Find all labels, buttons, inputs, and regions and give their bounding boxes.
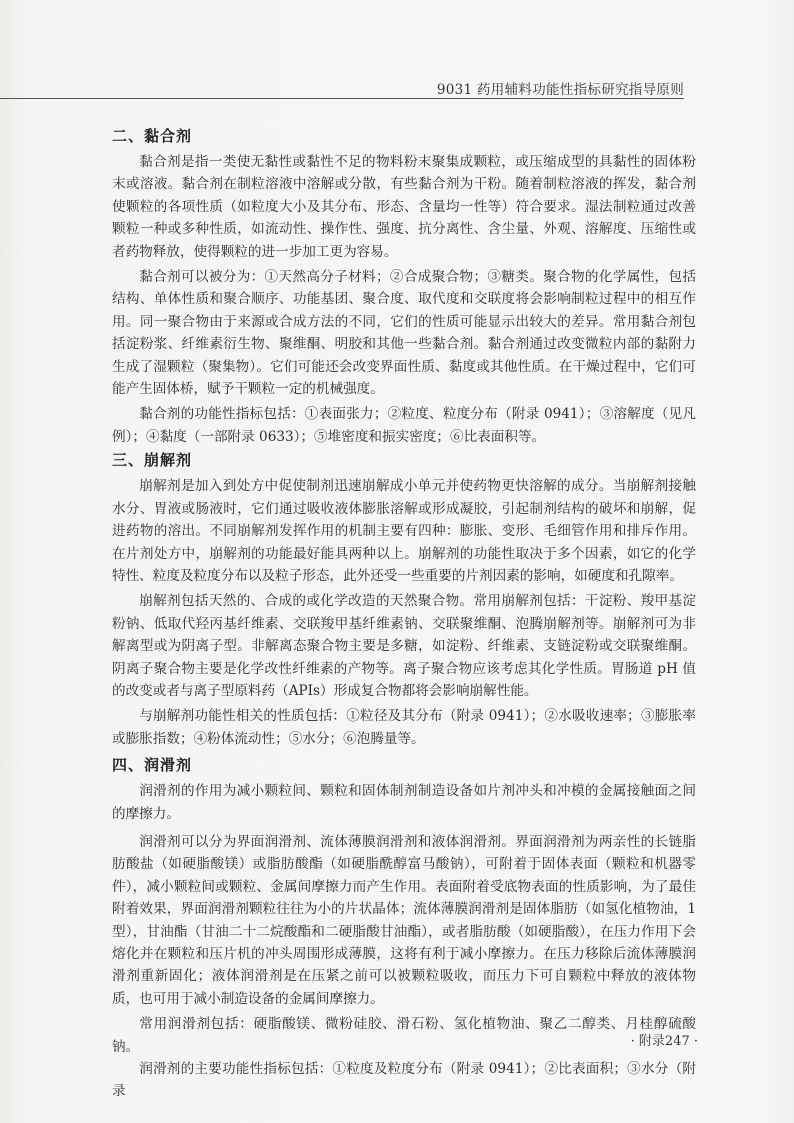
paragraph: 崩解剂包括天然的、合成的或化学改造的天然聚合物。常用崩解剂包括：干淀粉、羧甲基淀粉钠、低取代羟丙基纤维素、交联羧甲基纤维素钠、交联聚维酮、泡腾崩解剂等。崩解剂可为非解离型或为阴离子型。非解离态聚合物主要是多糖，如淀粉、纤维素、支链淀粉或交联聚维酮。阴离子聚合物主要是化学改性纤维素的产物等。离子聚合物应该考虑其化学性质。胃肠道 pH 值的改变或者与离子型原料药（APIs）形成复合物都将会影响崩解性能。	[112, 593, 696, 699]
paragraph: 润滑剂的作用为减小颗粒间、颗粒和固体制剂制造设备如片剂冲头和冲模的金属接触面之间的摩擦力。	[112, 783, 696, 822]
paragraph: 润滑剂可以分为界面润滑剂、流体薄膜润滑剂和液体润滑剂。界面润滑剂为两亲性的长链脂肪酸盐（如硬脂酸镁）或脂肪酸酯（如硬脂酰醇富马酸钠），可附着于固体表面（颗粒和机器零件），减小颗粒间或颗粒、金属间摩擦力而产生作用。表面附着受底物表面的性质影响，为了最佳附着效果，界面润滑剂颗粒往往为小的片状晶体；流体薄膜润滑剂是固体脂肪（如氢化植物油，1型），甘油酯（甘油二十二烷酸酯和二硬脂酸甘油酯），或者脂肪酸（如硬脂酸），在压力作用下会熔化并在颗粒和压片机的冲头周围形成薄膜，这将有利于减小摩擦力。在压力移除后流体薄膜润滑剂重新固化；液体润滑剂是在压紧之前可以被颗粒吸收，而压力下可自颗粒中释放的液体物质，也可用于减小制造设备的金属间摩擦力。	[112, 833, 696, 1007]
paragraph: 黏合剂可以被分为：①天然高分子材料；②合成聚合物；③糖类。聚合物的化学属性，包括结构、单体性质和聚合顺序、功能基团、聚合度、取代度和交联度将会影响制粒过程中的相互作用。同一聚合物由于来源或合成方法的不同，它们的性质可能显示出较大的差异。常用黏合剂包括淀粉浆、纤维素衍生物、聚维酮、明胶和其他一些黏合剂。黏合剂通过改变微粒内部的黏附力生成了湿颗粒（聚集物）。它们可能还会改变界面性质、黏度或其他性质。在干燥过程中，它们可能产生固体桥，赋予干颗粒一定的机械强度。	[112, 269, 696, 398]
paragraph: 崩解剂是加入到处方中促使制剂迅速崩解成小单元并使药物更快溶解的成分。当崩解剂接触水分、胃液或肠液时，它们通过吸收液体膨胀溶解或形成凝胶，引起制剂结构的破坏和崩解，促进药物的溶出。不同崩解剂发挥作用的机制主要有四种：膨胀、变形、毛细管作用和排斥作用。在片剂处方中，崩解剂的功能最好能具两种以上。崩解剂的功能性取决于多个因素，如它的化学特性、粒度及粒度分布以及粒子形态，此外还受一些重要的片剂因素的影响，如硬度和孔隙率。	[112, 478, 696, 584]
section-heading-binder: 二、黏合剂	[112, 127, 193, 145]
paragraph: 润滑剂的主要功能性指标包括：①粒度及粒度分布（附录 0941）；②比表面积；③水分（附录	[112, 1061, 696, 1100]
running-title: 9031 药用辅料功能性指标研究指导原则	[436, 82, 684, 98]
paragraph: 常用润滑剂包括：硬脂酸镁、微粉硅胶、滑石粉、氢化植物油、聚乙二醇类、月桂醇硫酸钠。	[112, 1016, 696, 1055]
paragraph: 黏合剂是指一类使无黏性或黏性不足的物料粉末聚集成颗粒，或压缩成型的具黏性的固体粉末或溶液。黏合剂在制粒溶液中溶解或分散，有些黏合剂为干粉。随着制粒溶液的挥发，黏合剂使颗粒的各项性质（如粒度大小及其分布、形态、含量均一性等）符合要求。湿法制粒通过改善颗粒一种或多种性质，如流动性、操作性、强度、抗分离性、含尘量、外观、溶解度、压缩性或者药物释放，使得颗粒的进一步加工更为容易。	[112, 154, 696, 260]
section-heading-disintegrant: 三、崩解剂	[112, 451, 193, 470]
page-body	[112, 124, 696, 1103]
paragraph: 黏合剂的功能性指标包括：①表面张力；②粒度、粒度分布（附录 0941）；③溶解度（见凡例）；④黏度（一部附录 0633）；⑤堆密度和振实密度；⑥比表面积等。	[112, 406, 696, 445]
paragraph: 与崩解剂功能性相关的性质包括：①粒径及其分布（附录 0941）；②水吸收速率；③膨胀率或膨胀指数；④粉体流动性；⑤水分；⑥泡腾量等。	[112, 708, 696, 747]
running-header	[0, 76, 684, 99]
page-number: · 附录247 ·	[630, 1034, 698, 1049]
section-heading-lubricant: 四、润滑剂	[112, 756, 193, 775]
